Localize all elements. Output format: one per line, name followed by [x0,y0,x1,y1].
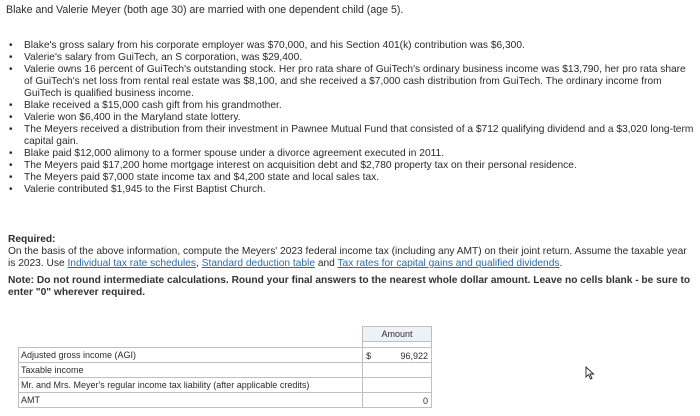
fact-text: Valerie contributed $1,945 to the First Baptist Church. [24,184,266,195]
required-title: Required: [8,234,56,245]
facts-list [8,40,694,196]
list-item [8,40,694,52]
list-item [8,124,694,148]
tax-rate-schedules-link[interactable]: Individual tax rate schedules [67,258,197,269]
list-item [8,112,694,124]
bullet-icon: • [9,184,13,195]
fact-text: Blake paid $12,000 alimony to a former spouse under a divorce agreement executed in 2011. [24,148,445,159]
dollar-sign: $ [366,351,372,361]
fact-text: Valerie owns 16 percent of GuiTech's outstanding stock. Her pro rata share of GuiTech's ordinary business income was $13,790, her pro rata share of GuiTech's net loss from rental real estate was $8,100, and she received a $7,000 cash distribution from GuiTech. The ordinary income from GuiTech is qualified business income. [24,64,686,99]
required-instructions: On the basis of the above information, compute the Meyers' 2023 federal income tax (including any AMT) on their joint return. Assume the taxable year is 2023. Use [8,246,687,269]
fact-text: The Meyers received a distribution from their investment in Pawnee Mutual Fund that consisted of a $712 qualifying dividend and a $3,020 long-term capital gain. [24,124,694,147]
fact-text: The Meyers paid $7,000 state income tax and $4,200 state and local sales tax. [24,172,380,183]
table-row [19,393,432,408]
regular-tax-cell[interactable] [363,378,432,393]
fact-text: Blake received a $15,000 cash gift from his grandmother. [24,100,282,111]
row-label: AMT [19,393,363,408]
list-item [8,184,694,196]
standard-deduction-link[interactable]: Standard deduction table [201,258,315,269]
separator: , [196,258,202,269]
bullet-icon: • [9,112,13,123]
bullet-icon: • [9,172,13,183]
table-row [19,378,432,393]
list-item [8,52,694,64]
amt-cell[interactable] [363,393,432,408]
row-label: Adjusted gross income (AGI) [19,348,363,363]
bullet-icon: • [9,100,13,111]
row-label: Mr. and Mrs. Meyer's regular income tax liability (after applicable credits) [19,378,363,393]
table-row [19,348,432,363]
required-text [8,246,694,270]
bullet-icon: • [9,40,13,51]
fact-text: Valerie's salary from GuiTech, an S corporation, was $29,400. [24,52,303,63]
mouse-cursor-icon [585,366,595,380]
list-item [8,160,694,172]
list-item [8,64,694,100]
fact-text: Blake's gross salary from his corporate employer was $70,000, and his Section 401(k) contribution was $6,300. [24,40,525,51]
separator: . [559,258,563,269]
separator: and [314,258,338,269]
list-item [8,172,694,184]
problem-intro: Blake and Valerie Meyer (both age 30) are married with one dependent child (age 5). [6,4,404,16]
row-label: Taxable income [19,363,363,378]
bullet-icon: • [9,52,13,63]
taxable-income-cell[interactable] [363,363,432,378]
bullet-icon: • [9,124,13,135]
amt-value[interactable]: 0 [422,396,428,406]
note-text: Note: Do not round intermediate calculations. Round your final answers to the nearest whole dollar amount. Leave no cells blank - be sure to enter "0" wherever required. [8,275,691,298]
list-item [8,100,694,112]
bullet-icon: • [9,160,13,171]
agi-cell[interactable] [363,348,432,363]
fact-text: Valerie won $6,400 in the Maryland state lottery. [24,112,241,123]
table-row [19,363,432,378]
table-header-row [19,327,432,342]
capital-gains-rates-link[interactable]: Tax rates for capital gains and qualified dividends [337,258,560,269]
header-spacer [19,327,363,342]
fact-text: The Meyers paid $17,200 home mortgage interest on acquisition debt and $2,780 property tax on their personal residence. [24,160,577,171]
amount-header: Amount [363,327,432,342]
bullet-icon: • [9,64,13,75]
agi-value[interactable]: 96,922 [400,351,428,361]
required-section [8,234,694,270]
answer-table [18,326,432,408]
list-item [8,148,694,160]
bullet-icon: • [9,148,13,159]
